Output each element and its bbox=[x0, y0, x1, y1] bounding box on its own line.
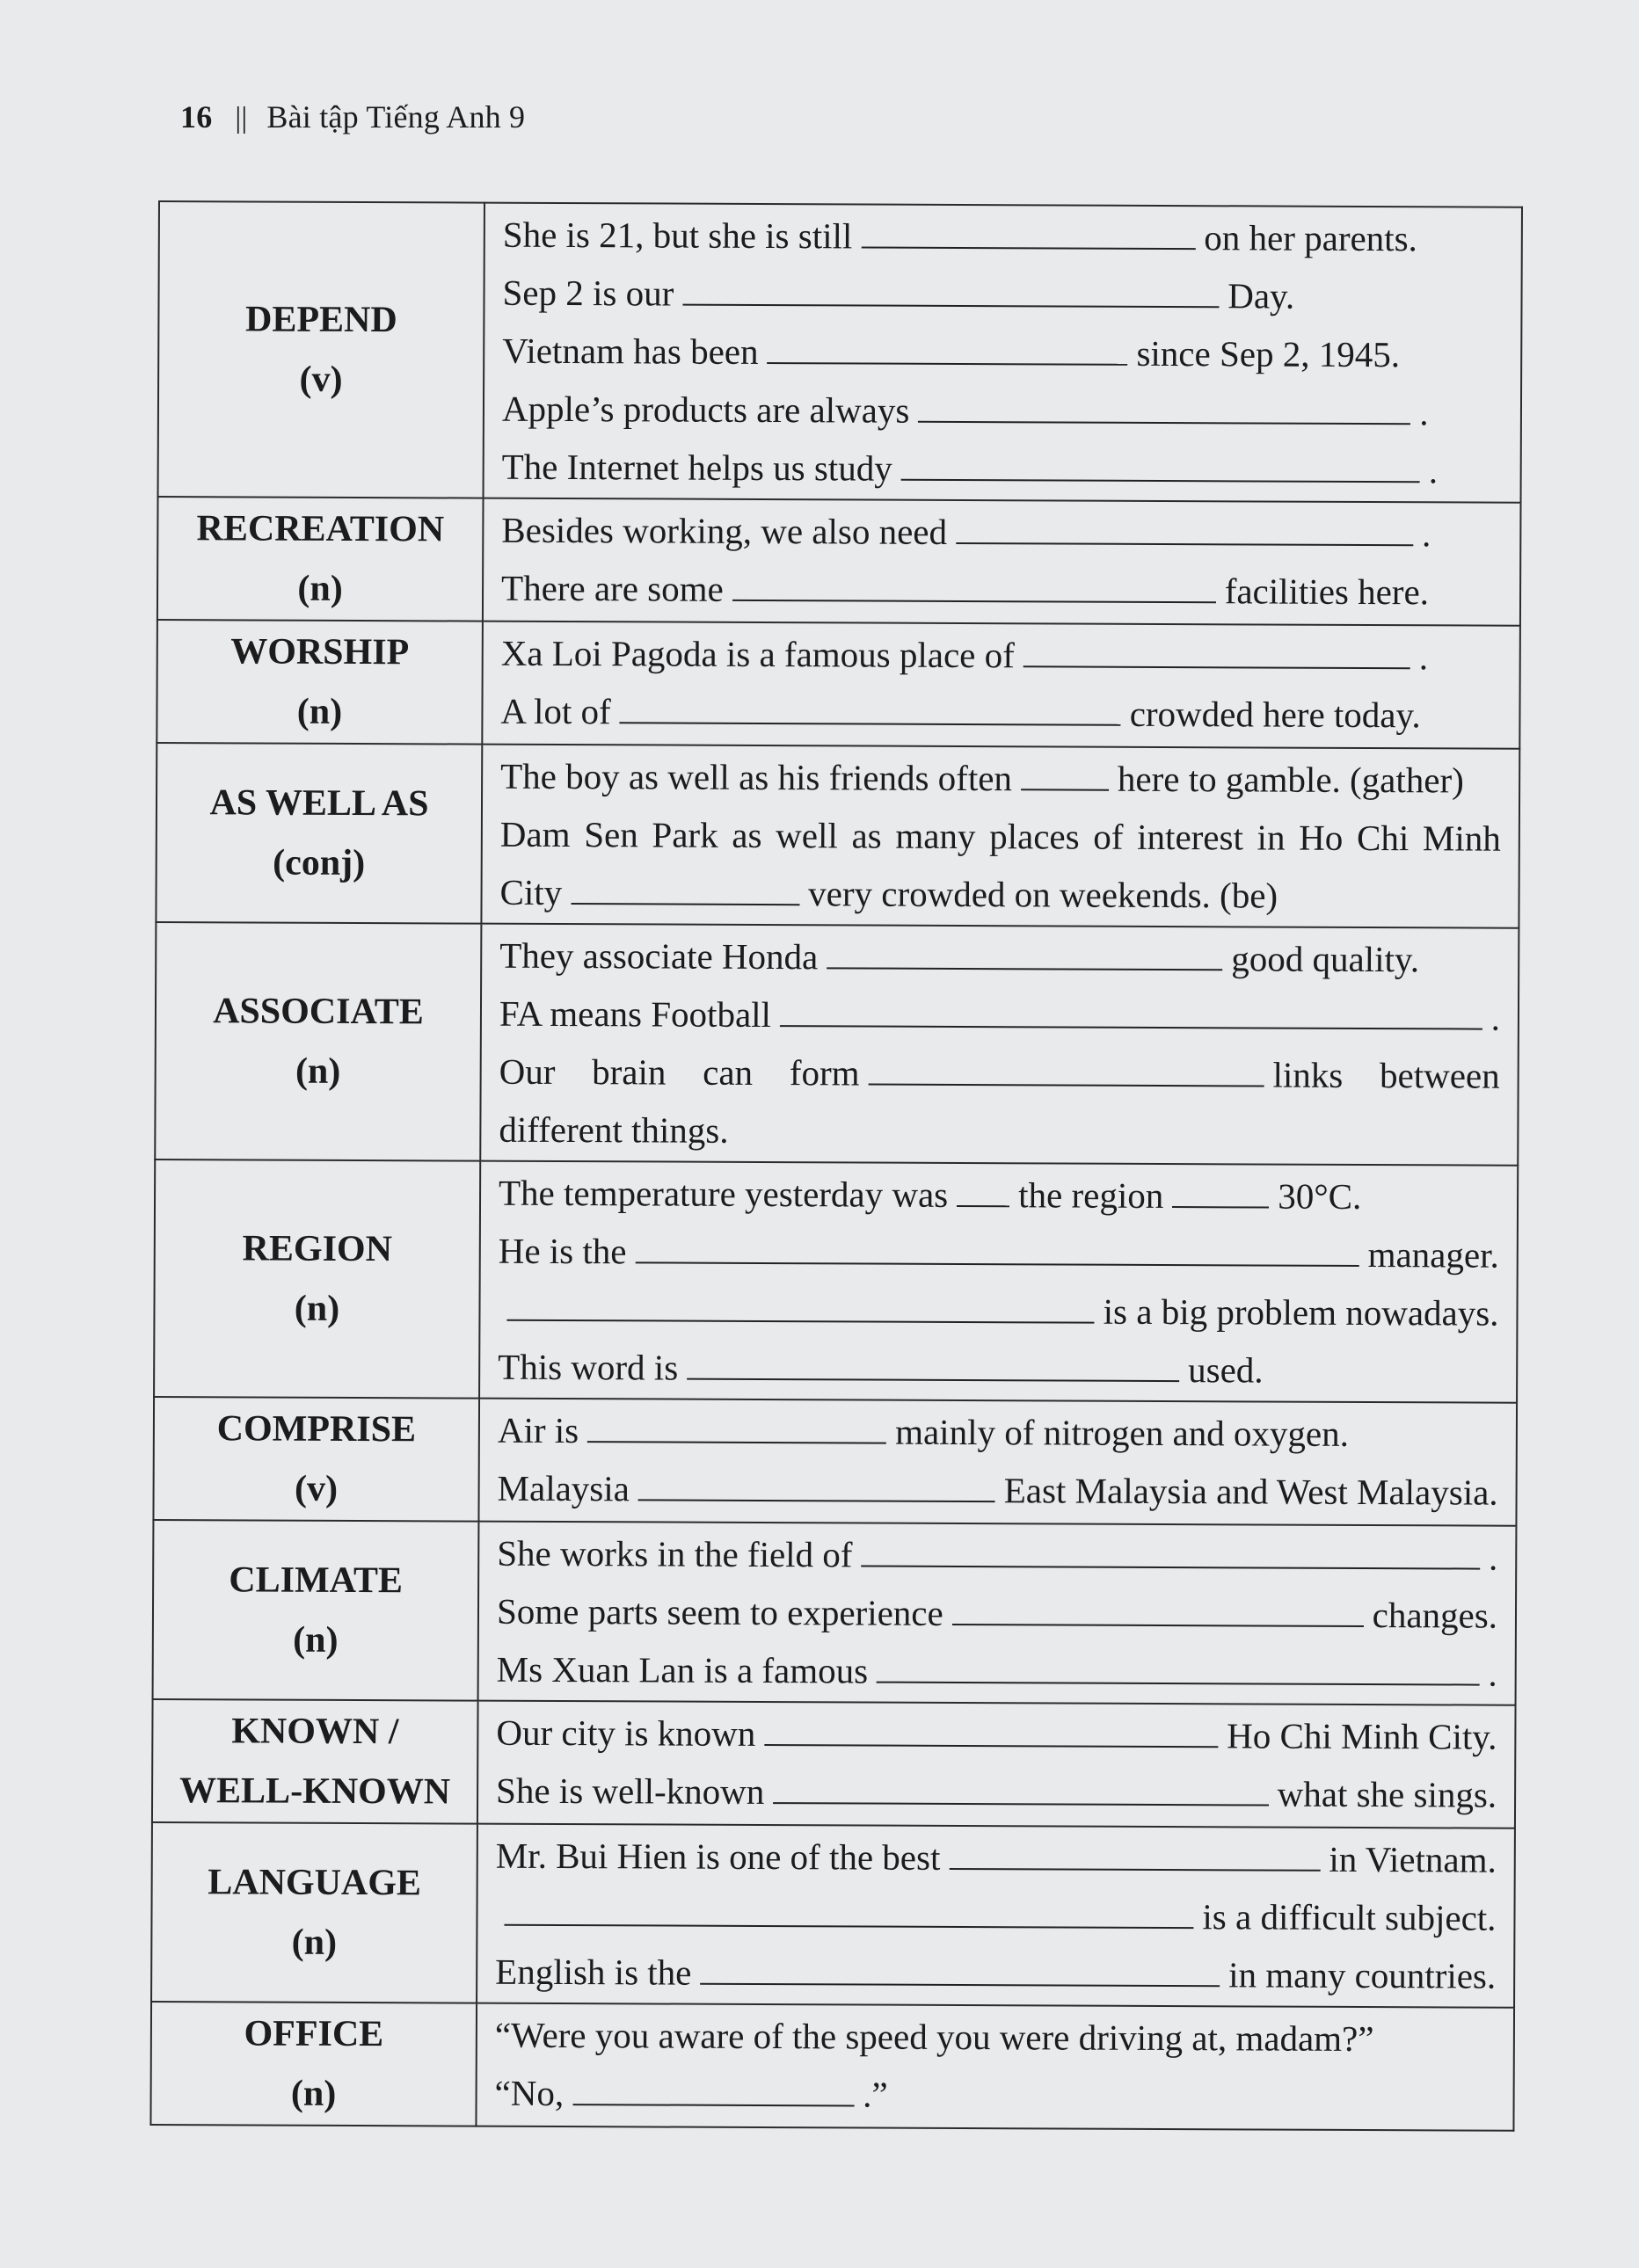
word-cell bbox=[158, 201, 484, 498]
vocab-row bbox=[150, 2002, 1514, 2131]
answer-blank[interactable] bbox=[504, 1889, 1193, 1929]
sentence-text-before: Vietnam has been bbox=[502, 330, 759, 372]
sentence-text-before: Xa Loi Pagoda is a famous place of bbox=[500, 632, 1015, 676]
vocab-word: KNOWN / bbox=[231, 1711, 399, 1753]
vocab-row bbox=[153, 1520, 1517, 1705]
exercise-sentence bbox=[498, 1338, 1498, 1400]
word-cell bbox=[157, 497, 484, 622]
answer-blank[interactable] bbox=[620, 687, 1121, 725]
sentence-text-before: Our city is known bbox=[496, 1712, 756, 1754]
part-of-speech: (conj) bbox=[273, 842, 366, 884]
sentence-text-after: . bbox=[1418, 636, 1429, 678]
exercise-sentence bbox=[494, 2064, 1495, 2126]
sentence-text-before: Mr. Bui Hien is one of the best bbox=[495, 1835, 941, 1878]
answer-blank[interactable] bbox=[638, 1464, 995, 1502]
answer-blank[interactable] bbox=[949, 1833, 1320, 1872]
exercise-sentence bbox=[496, 1762, 1497, 1824]
exercise-sentence bbox=[499, 1222, 1499, 1284]
vocab-word: OFFICE bbox=[244, 2013, 384, 2055]
sentence-text-after: . bbox=[1490, 997, 1501, 1038]
sentence-text-before: Air is bbox=[497, 1409, 579, 1451]
vocab-word: CLIMATE bbox=[229, 1559, 404, 1602]
answer-blank[interactable] bbox=[877, 1646, 1479, 1686]
sentence-text-before: Some parts seem to experience bbox=[496, 1590, 943, 1633]
exercise-sentence bbox=[496, 1704, 1497, 1766]
answer-blank[interactable] bbox=[571, 868, 799, 905]
sentence-text-after: very crowded on weekends. (be) bbox=[808, 873, 1278, 916]
sentence-text-before: They associate Honda bbox=[499, 934, 819, 978]
part-of-speech: (v) bbox=[299, 359, 343, 400]
exercise-sentence bbox=[499, 805, 1501, 926]
vocab-row bbox=[157, 620, 1520, 749]
sentence-text-after: in Vietnam. bbox=[1329, 1838, 1497, 1880]
sentence-text-after: on her parents. bbox=[1204, 217, 1417, 259]
sentence-text-after: here to gamble. (gather) bbox=[1117, 758, 1464, 801]
exercise-sentence bbox=[502, 322, 1503, 384]
sentence-text-before: He is the bbox=[498, 1230, 627, 1272]
part-of-speech: (n) bbox=[296, 691, 343, 732]
word-cell bbox=[154, 1159, 480, 1399]
answer-blank[interactable] bbox=[952, 1588, 1364, 1627]
book-title: Bài tập Tiếng Anh 9 bbox=[266, 99, 526, 134]
word-cell bbox=[153, 1520, 479, 1701]
sentence-text-before: Apple’s products are always bbox=[501, 388, 910, 431]
exercise-sentence bbox=[499, 985, 1500, 1047]
sentence-text-after: . bbox=[1419, 392, 1429, 433]
exercise-sentence bbox=[502, 380, 1503, 442]
sentence-text-after: 30°C. bbox=[1278, 1175, 1362, 1217]
sentences-cell bbox=[478, 1522, 1517, 1705]
vocab-row bbox=[154, 1159, 1518, 1403]
answer-blank[interactable] bbox=[572, 2068, 854, 2106]
exercise-sentence bbox=[495, 1943, 1496, 2005]
sentence-text-before: Malaysia bbox=[497, 1467, 630, 1509]
exercise-sentence bbox=[497, 1640, 1497, 1703]
vocab-word: ASSOCIATE bbox=[213, 991, 424, 1033]
answer-blank[interactable] bbox=[827, 932, 1222, 970]
exercise-sentence bbox=[501, 624, 1502, 687]
vocab-word: COMPRISE bbox=[216, 1408, 417, 1450]
sentence-text-after: is a difficult subject. bbox=[1202, 1896, 1497, 1938]
exercise-sentence bbox=[495, 2006, 1496, 2068]
exercise-sentence bbox=[500, 747, 1501, 810]
word-cell bbox=[157, 620, 483, 745]
part-of-speech: (n) bbox=[295, 1050, 341, 1092]
exercise-sentence bbox=[499, 927, 1500, 989]
sentence-text-before: She is 21, but she is still bbox=[502, 214, 853, 257]
answer-blank[interactable] bbox=[1023, 630, 1410, 669]
sentence-text-before: Our brain can form bbox=[499, 1050, 860, 1094]
exercise-sentence bbox=[499, 1043, 1500, 1163]
answer-blank[interactable] bbox=[764, 1709, 1218, 1748]
vocabulary-table-body bbox=[150, 201, 1522, 2131]
sentence-text-before: There are some bbox=[500, 567, 724, 609]
sentences-cell bbox=[476, 2003, 1514, 2131]
exercise-sentence bbox=[503, 206, 1504, 268]
sentence-text-after: . bbox=[1488, 1537, 1498, 1578]
sentence-text-before: The boy as well as his friends often bbox=[500, 755, 1013, 799]
sentence-text-after: manager. bbox=[1367, 1234, 1499, 1276]
answer-blank[interactable] bbox=[957, 1170, 1009, 1207]
exercise-sentence bbox=[502, 438, 1503, 500]
vocab-word: REGION bbox=[242, 1228, 393, 1270]
word-cell bbox=[152, 1699, 478, 1824]
sentence-text-before: FA means Football bbox=[499, 992, 772, 1036]
vocab-row bbox=[152, 1699, 1516, 1828]
sentence-text-after: . bbox=[1488, 1653, 1497, 1694]
sentence-text-after: Ho Chi Minh City. bbox=[1227, 1715, 1497, 1757]
sentences-cell bbox=[477, 1701, 1516, 1828]
sentence-text-before: English is the bbox=[495, 1951, 692, 1993]
sentence-text-after: changes. bbox=[1372, 1595, 1498, 1636]
vocab-row bbox=[151, 1822, 1515, 2008]
answer-blank[interactable] bbox=[587, 1406, 886, 1443]
vocab-row bbox=[156, 743, 1519, 928]
vocab-row bbox=[155, 922, 1519, 1166]
answer-blank[interactable] bbox=[635, 1226, 1359, 1267]
sentence-text-middle: the region bbox=[1018, 1174, 1164, 1216]
word-cell bbox=[153, 1397, 479, 1522]
exercise-sentence bbox=[497, 1524, 1497, 1587]
vocab-word: WORSHIP bbox=[230, 631, 410, 673]
exercise-sentence bbox=[502, 264, 1503, 326]
sentence-text-before: Ms Xuan Lan is a famous bbox=[496, 1648, 869, 1691]
word-cell bbox=[156, 743, 482, 924]
sentence-text-after: facilities here. bbox=[1224, 571, 1430, 613]
sentence-text-after: .” bbox=[863, 2074, 888, 2115]
sentence-text-after: mainly of nitrogen and oxygen. bbox=[895, 1411, 1350, 1454]
sentence-text-before: A lot of bbox=[500, 690, 611, 732]
answer-blank[interactable] bbox=[780, 990, 1482, 1029]
part-of-speech: (n) bbox=[291, 1922, 338, 1963]
sentence-text-before: “Were you aware of the speed you were driving at, madam?” bbox=[494, 2014, 1374, 2060]
sentence-text-before: She works in the field of bbox=[497, 1532, 853, 1575]
sentence-text-after: . bbox=[1428, 450, 1439, 491]
sentence-text-after: since Sep 2, 1945. bbox=[1136, 332, 1401, 375]
sentences-cell bbox=[479, 1161, 1518, 1403]
vocab-row bbox=[158, 201, 1522, 503]
vocab-word: AS WELL AS bbox=[209, 782, 429, 825]
answer-blank[interactable] bbox=[861, 1530, 1480, 1570]
part-of-speech: (n) bbox=[294, 1288, 340, 1329]
vocab-word: DEPEND bbox=[244, 299, 397, 341]
exercise-sentence bbox=[496, 1827, 1497, 1889]
answer-blank[interactable] bbox=[682, 269, 1219, 309]
sentence-text-before: Dam Sen Park as well as many places of interest in Ho Chi Minh City bbox=[499, 813, 1501, 913]
page-header bbox=[180, 98, 525, 135]
part-of-speech: WELL-KNOWN bbox=[178, 1770, 451, 1813]
sentence-text-after: used. bbox=[1188, 1349, 1264, 1391]
exercise-sentence bbox=[501, 501, 1502, 563]
sentence-text-after: East Malaysia and West Malaysia. bbox=[1003, 1470, 1498, 1513]
part-of-speech: (n) bbox=[293, 1619, 339, 1661]
sentences-cell bbox=[477, 1824, 1515, 2008]
sentence-text-after: links between different things. bbox=[499, 1054, 1500, 1151]
word-cell bbox=[155, 922, 481, 1161]
sentence-text-before: The temperature yesterday was bbox=[498, 1172, 949, 1215]
part-of-speech: (n) bbox=[297, 568, 343, 609]
exercise-sentence bbox=[497, 1459, 1497, 1522]
answer-blank[interactable] bbox=[687, 1343, 1179, 1382]
sentence-text-after: . bbox=[1421, 513, 1431, 555]
answer-blank[interactable] bbox=[732, 564, 1216, 603]
answer-blank[interactable] bbox=[773, 1767, 1269, 1806]
page-number: 16 bbox=[180, 99, 213, 134]
answer-blank[interactable] bbox=[861, 211, 1195, 250]
word-cell bbox=[150, 2002, 477, 2126]
sentences-cell bbox=[482, 622, 1520, 749]
word-cell bbox=[151, 1822, 477, 2003]
sentence-text-before: This word is bbox=[498, 1346, 679, 1388]
exercise-sentence bbox=[497, 1582, 1497, 1645]
answer-blank[interactable] bbox=[506, 1284, 1094, 1324]
answer-blank[interactable] bbox=[767, 327, 1127, 366]
sentence-text-before: Besides working, we also need bbox=[501, 509, 948, 552]
sentences-cell bbox=[483, 498, 1521, 626]
answer-blank[interactable] bbox=[1172, 1171, 1269, 1208]
vocab-word: LANGUAGE bbox=[208, 1862, 422, 1904]
sentence-text-after: good quality. bbox=[1231, 938, 1420, 980]
vocab-row bbox=[153, 1397, 1517, 1526]
part-of-speech: (n) bbox=[290, 2073, 337, 2114]
sentences-cell bbox=[484, 203, 1522, 503]
exercise-sentence bbox=[501, 559, 1502, 622]
sentence-text-after: is a big problem nowadays. bbox=[1103, 1290, 1499, 1334]
answer-blank[interactable] bbox=[956, 507, 1413, 546]
part-of-speech: (v) bbox=[295, 1468, 339, 1509]
sentence-text-after: crowded here today. bbox=[1129, 693, 1421, 736]
answer-blank[interactable] bbox=[1021, 753, 1109, 790]
answer-blank[interactable] bbox=[901, 444, 1420, 483]
sentences-cell bbox=[481, 745, 1519, 928]
sentence-text-after: what she sings. bbox=[1277, 1773, 1497, 1815]
sentence-text-before: “No, bbox=[494, 2072, 565, 2114]
exercise-sentence bbox=[500, 682, 1501, 745]
header-separator: || bbox=[235, 102, 248, 134]
exercise-sentence bbox=[498, 1401, 1498, 1464]
sentence-text-after: in many countries. bbox=[1228, 1954, 1497, 1996]
exercise-sentence bbox=[495, 1885, 1496, 1947]
sentences-cell bbox=[478, 1399, 1517, 1526]
answer-blank[interactable] bbox=[869, 1049, 1264, 1087]
sentence-text-after: Day. bbox=[1227, 275, 1295, 316]
vocab-word: RECREATION bbox=[196, 508, 445, 550]
answer-blank[interactable] bbox=[918, 386, 1410, 425]
exercise-sentence bbox=[499, 1164, 1499, 1226]
sentence-text-before: She is well-known bbox=[496, 1770, 765, 1813]
vocabulary-exercise-table bbox=[149, 200, 1523, 2132]
sentence-text-before: Sep 2 is our bbox=[502, 272, 674, 314]
exercise-sentence bbox=[498, 1280, 1498, 1342]
sentences-cell bbox=[480, 924, 1519, 1166]
vocab-row bbox=[157, 497, 1521, 626]
sentence-text-before: The Internet helps us study bbox=[501, 446, 892, 489]
answer-blank[interactable] bbox=[700, 1948, 1220, 1988]
